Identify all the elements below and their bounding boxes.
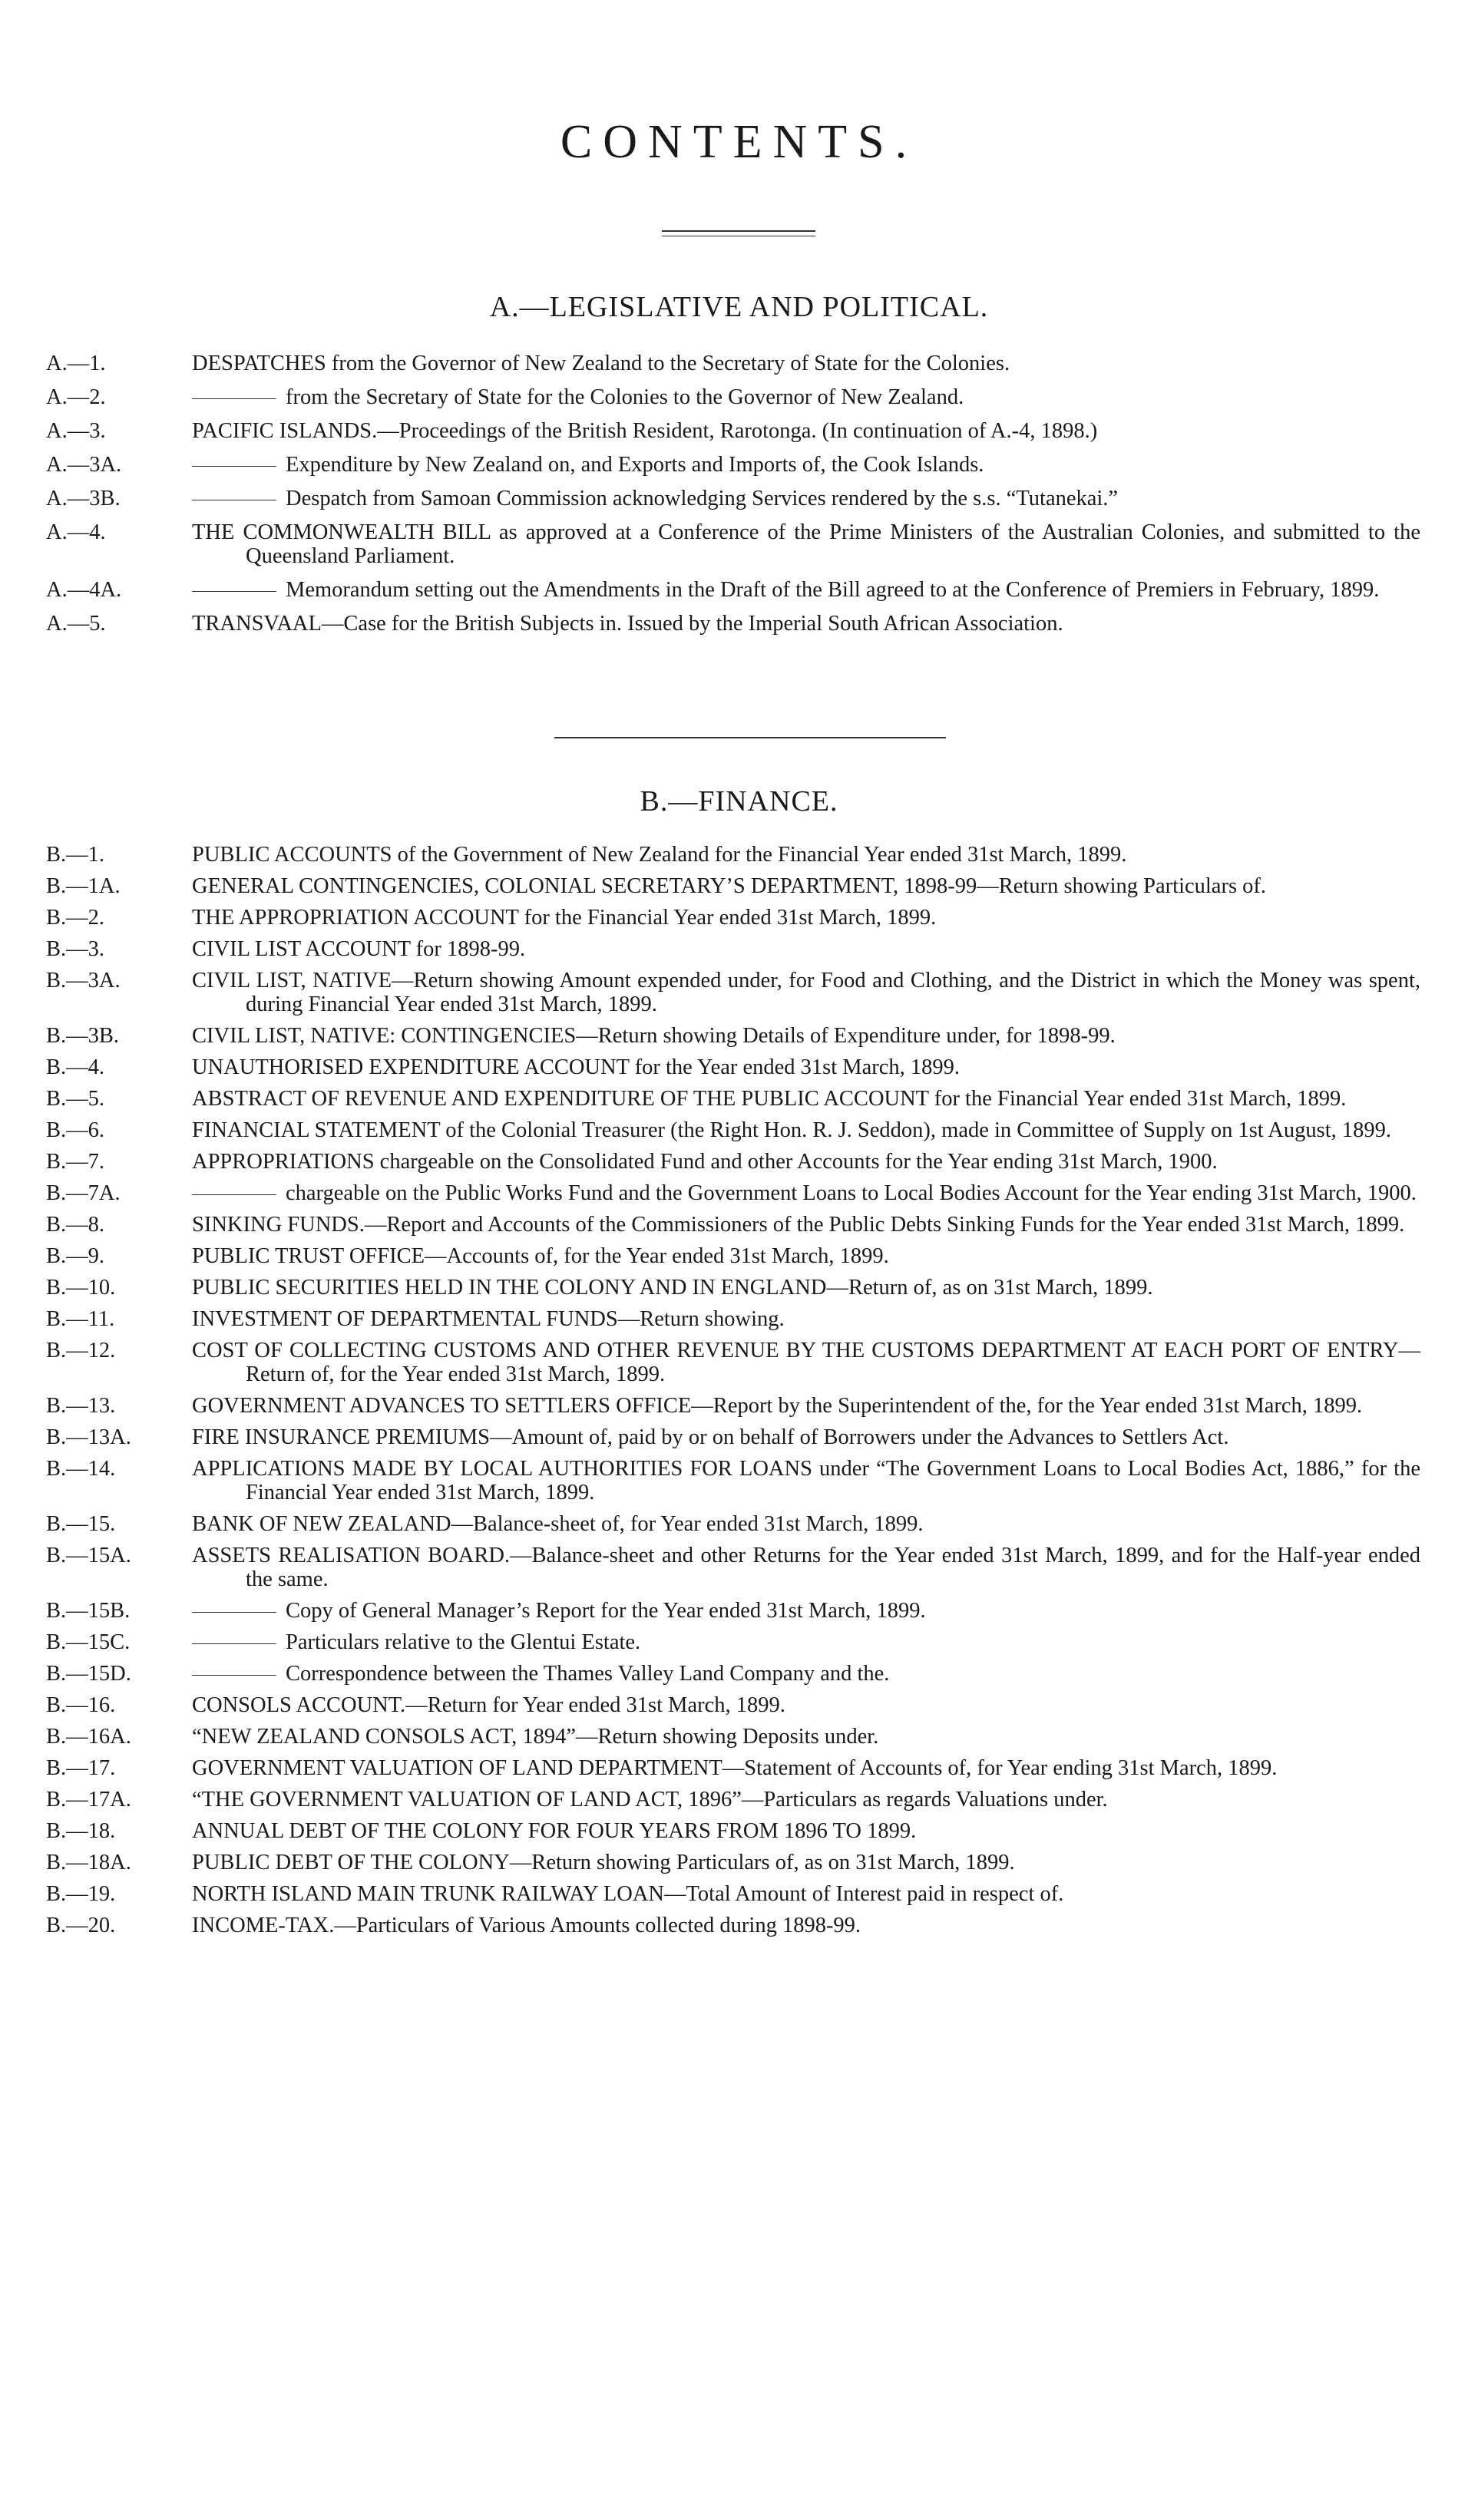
contents-entry [46,1544,1420,1591]
entry-text: DESPATCHES from the Governor of New Zealand to the Secretary of State for the Colonies. [192,352,1010,375]
entry-code: B.—19. [46,1882,116,1906]
entry-code: B.—10. [46,1276,116,1300]
contents-entry [46,843,1420,867]
entry-text: GENERAL CONTINGENCIES, COLONIAL SECRETARY’S DEPARTMENT, 1898-99—Return showing Particulars of. [192,874,1267,898]
section-heading-b: B.—FINANCE. [640,785,838,817]
entry-code: A.—4A. [46,578,122,602]
entry-code: B.—7. [46,1150,105,1174]
entry-code: A.—3. [46,419,106,443]
entry-text-block [192,1725,1420,1749]
contents-entry [46,1599,1420,1623]
contents-entry [46,520,1420,568]
entry-code: A.—5. [46,612,106,636]
entry-text: CONSOLS ACCOUNT.—Return for Year ended 31st March, 1899. [192,1693,785,1717]
entry-text: THE APPROPRIATION ACCOUNT for the Financial Year ended 31st March, 1899. [192,906,937,930]
contents-entry [46,1055,1420,1079]
entry-code: B.—15A. [46,1544,131,1567]
ditto-dash [192,398,276,399]
contents-entry [46,487,1420,510]
entry-code: A.—2. [46,385,106,409]
entry-text-block [192,419,1420,443]
entry-code: B.—15B. [46,1599,131,1623]
contents-entry [46,1425,1420,1449]
entry-code: A.—4. [46,520,106,544]
entry-text: PACIFIC ISLANDS.—Proceedings of the British Resident, Rarotonga. (In continuation of A.-4, 1898.) [192,419,1098,443]
contents-entry [46,1181,1420,1205]
entry-text-block [192,1599,1420,1623]
entry-text-block [192,385,1420,409]
entry-text-block [192,1693,1420,1717]
entry-text-block [192,1756,1420,1780]
entry-code: B.—8. [46,1213,105,1237]
entry-text: FIRE INSURANCE PREMIUMS—Amount of, paid by or on behalf of Borrowers under the Advances to Settlers Act. [192,1425,1229,1449]
section-divider [554,737,946,738]
entry-text: BANK OF NEW ZEALAND—Balance-sheet of, for Year ended 31st March, 1899. [192,1512,924,1536]
entry-text: “THE GOVERNMENT VALUATION OF LAND ACT, 1896”—Particulars as regards Valuations under. [192,1788,1108,1812]
contents-entry [46,1851,1420,1874]
contents-entry [46,1244,1420,1268]
entry-text: Particulars relative to the Glentui Estate. [286,1630,641,1654]
entry-code: B.—5. [46,1087,105,1111]
entry-code: B.—4. [46,1055,105,1079]
entry-code: A.—3A. [46,453,122,477]
contents-entry [46,1118,1420,1142]
entry-text: APPLICATIONS MADE BY LOCAL AUTHORITIES FOR LOANS under “The Government Loans to Local Bodies Act, 1886,” for the Financial Year ended 31st March, 1899. [192,1457,1420,1504]
entry-text: PUBLIC ACCOUNTS of the Government of New Zealand for the Financial Year ended 31st March, 1899. [192,843,1127,867]
entry-code: B.—1. [46,843,105,867]
contents-entry [46,1339,1420,1386]
contents-entry [46,419,1420,443]
entry-code: B.—3A. [46,969,121,992]
contents-entry [46,1457,1420,1504]
entry-text-block [192,1276,1420,1300]
entry-text: ABSTRACT OF REVENUE AND EXPENDITURE OF THE PUBLIC ACCOUNT for the Financial Year ended 31st March, 1899. [192,1087,1347,1111]
ditto-dash [192,1612,276,1613]
entry-code: A.—1. [46,352,106,375]
entry-code: B.—2. [46,906,105,930]
contents-entry [46,1756,1420,1780]
contents-entry [46,1276,1420,1300]
entry-text-block [192,1914,1420,1937]
contents-entry [46,906,1420,930]
entry-text-block [192,1425,1420,1449]
entry-text: Memorandum setting out the Amendments in the Draft of the Bill agreed to at the Conference of Premiers in February, 1899. [286,578,1380,602]
entry-text-block [192,1055,1420,1079]
entry-code: B.—13. [46,1394,116,1418]
entry-code: B.—16. [46,1693,116,1717]
ditto-dash [192,1643,276,1644]
title-rule [662,230,815,236]
entry-text-block [192,1882,1420,1906]
entry-text: ASSETS REALISATION BOARD.—Balance-sheet and other Returns for the Year ended 31st March, 1899, and for the Half-year ended the same. [192,1544,1420,1591]
entry-code: B.—18A. [46,1851,131,1874]
entry-text-block [192,1662,1420,1686]
ditto-dash [192,1675,276,1676]
entry-text-block [192,1851,1420,1874]
entry-text: ANNUAL DEBT OF THE COLONY FOR FOUR YEARS FROM 1896 TO 1899. [192,1819,917,1843]
entry-text-block [192,1307,1420,1331]
entry-text-block [192,1457,1420,1504]
entry-code: B.—15. [46,1512,116,1536]
entry-text-block [192,520,1420,568]
entry-text: SINKING FUNDS.—Report and Accounts of the Commissioners of the Public Debts Sinking Funds for the Year ended 31st March, 1899. [192,1213,1405,1237]
contents-entry [46,1512,1420,1536]
contents-entry [46,1024,1420,1048]
entry-code: B.—14. [46,1457,116,1481]
contents-entry [46,969,1420,1016]
section-a-entries [46,352,1420,646]
contents-entry [46,1882,1420,1906]
entry-text-block [192,1118,1420,1142]
entry-text: chargeable on the Public Works Fund and the Government Loans to Local Bodies Account for the Year ending 31st March, 1900. [286,1181,1417,1205]
entry-text: PUBLIC TRUST OFFICE—Accounts of, for the Year ended 31st March, 1899. [192,1244,889,1268]
contents-entry [46,1630,1420,1654]
entry-text: GOVERNMENT VALUATION OF LAND DEPARTMENT—Statement of Accounts of, for Year ending 31st March, 1899. [192,1756,1278,1780]
entry-text: COST OF COLLECTING CUSTOMS AND OTHER REVENUE BY THE CUSTOMS DEPARTMENT AT EACH PORT OF ENTRY—Return of, for the Year ended 31st March, 1899. [192,1339,1420,1386]
entry-text: PUBLIC DEBT OF THE COLONY—Return showing Particulars of, as on 31st March, 1899. [192,1851,1015,1874]
entry-text: CIVIL LIST ACCOUNT for 1898-99. [192,937,526,961]
entry-text-block [192,906,1420,930]
entry-code: B.—15D. [46,1662,131,1686]
entry-text: INCOME-TAX.—Particulars of Various Amounts collected during 1898-99. [192,1914,861,1937]
contents-entry [46,1662,1420,1686]
entry-text: Despatch from Samoan Commission acknowledging Services rendered by the s.s. “Tutanekai.” [286,487,1119,510]
entry-text: FINANCIAL STATEMENT of the Colonial Treasurer (the Right Hon. R. J. Seddon), made in Committee of Supply on 1st August, 1899. [192,1118,1391,1142]
entry-code: B.—3. [46,937,105,961]
contents-entry [46,1087,1420,1111]
contents-entry [46,352,1420,375]
entry-code: B.—17A. [46,1788,131,1812]
entry-text-block [192,578,1420,602]
contents-entry [46,453,1420,477]
section-b-entries [46,843,1420,1945]
entry-code: B.—9. [46,1244,105,1268]
entry-text: THE COMMONWEALTH BILL as approved at a Conference of the Prime Ministers of the Australian Colonies, and submitted to the Queensland Parliament. [192,520,1420,568]
entry-code: B.—15C. [46,1630,131,1654]
entry-text-block [192,969,1420,1016]
entry-code: B.—11. [46,1307,115,1331]
section-heading-a: A.—LEGISLATIVE AND POLITICAL. [489,291,989,323]
entry-text-block [192,1512,1420,1536]
entry-text-block [192,843,1420,867]
entry-text: CIVIL LIST, NATIVE—Return showing Amount expended under, for Food and Clothing, and the District in which the Money was spent, during Financial Year ended 31st March, 1899. [192,969,1420,1016]
contents-entry [46,1819,1420,1843]
page-title: CONTENTS. [560,116,918,168]
entry-text-block [192,1544,1420,1591]
contents-entry [46,874,1420,898]
contents-entry [46,937,1420,961]
entry-text-block [192,1819,1420,1843]
contents-entry [46,578,1420,602]
entry-code: B.—12. [46,1339,116,1362]
entry-code: B.—1A. [46,874,121,898]
entry-text: “NEW ZEALAND CONSOLS ACT, 1894”—Return showing Deposits under. [192,1725,879,1749]
contents-entry [46,1307,1420,1331]
contents-entry [46,1213,1420,1237]
entry-text-block [192,352,1420,375]
entry-text-block [192,1788,1420,1812]
entry-text: CIVIL LIST, NATIVE: CONTINGENCIES—Return showing Details of Expenditure under, for 1898-99. [192,1024,1116,1048]
contents-entry [46,385,1420,409]
contents-entry [46,612,1420,636]
entry-text-block [192,612,1420,636]
entry-text-block [192,453,1420,477]
entry-code: B.—6. [46,1118,105,1142]
entry-code: B.—13A. [46,1425,131,1449]
entry-code: A.—3B. [46,487,121,510]
entry-text-block [192,487,1420,510]
entry-code: B.—7A. [46,1181,121,1205]
ditto-dash [192,1194,276,1195]
contents-entry [46,1150,1420,1174]
entry-text: UNAUTHORISED EXPENDITURE ACCOUNT for the Year ended 31st March, 1899. [192,1055,961,1079]
entry-text-block [192,1181,1420,1205]
entry-text: from the Secretary of State for the Colonies to the Governor of New Zealand. [286,385,964,409]
entry-text: PUBLIC SECURITIES HELD IN THE COLONY AND IN ENGLAND—Return of, as on 31st March, 1899. [192,1276,1153,1300]
entry-text: TRANSVAAL—Case for the British Subjects in. Issued by the Imperial South African Association. [192,612,1063,636]
contents-entry [46,1725,1420,1749]
entry-code: B.—18. [46,1819,116,1843]
entry-code: B.—20. [46,1914,116,1937]
entry-text: Correspondence between the Thames Valley Land Company and the. [286,1662,890,1686]
entry-text-block [192,937,1420,961]
entry-text-block [192,1630,1420,1654]
entry-text-block [192,1024,1420,1048]
contents-entry [46,1788,1420,1812]
entry-text: Copy of General Manager’s Report for the Year ended 31st March, 1899. [286,1599,926,1623]
entry-text-block [192,1394,1420,1418]
ditto-dash [192,466,276,467]
entry-text-block [192,1244,1420,1268]
entry-code: B.—3B. [46,1024,120,1048]
entry-text: APPROPRIATIONS chargeable on the Consolidated Fund and other Accounts for the Year ending 31st March, 1900. [192,1150,1218,1174]
entry-code: B.—17. [46,1756,116,1780]
entry-text-block [192,1150,1420,1174]
contents-entry [46,1394,1420,1418]
entry-text: NORTH ISLAND MAIN TRUNK RAILWAY LOAN—Total Amount of Interest paid in respect of. [192,1882,1064,1906]
contents-entry [46,1693,1420,1717]
entry-text-block [192,1213,1420,1237]
entry-text-block [192,874,1420,898]
entry-text: Expenditure by New Zealand on, and Exports and Imports of, the Cook Islands. [286,453,984,477]
entry-code: B.—16A. [46,1725,131,1749]
ditto-dash [192,591,276,592]
contents-entry [46,1914,1420,1937]
entry-text: GOVERNMENT ADVANCES TO SETTLERS OFFICE—Report by the Superintendent of the, for the Year ended 31st March, 1899. [192,1394,1363,1418]
entry-text-block [192,1339,1420,1386]
entry-text-block [192,1087,1420,1111]
entry-text: INVESTMENT OF DEPARTMENTAL FUNDS—Return showing. [192,1307,785,1331]
